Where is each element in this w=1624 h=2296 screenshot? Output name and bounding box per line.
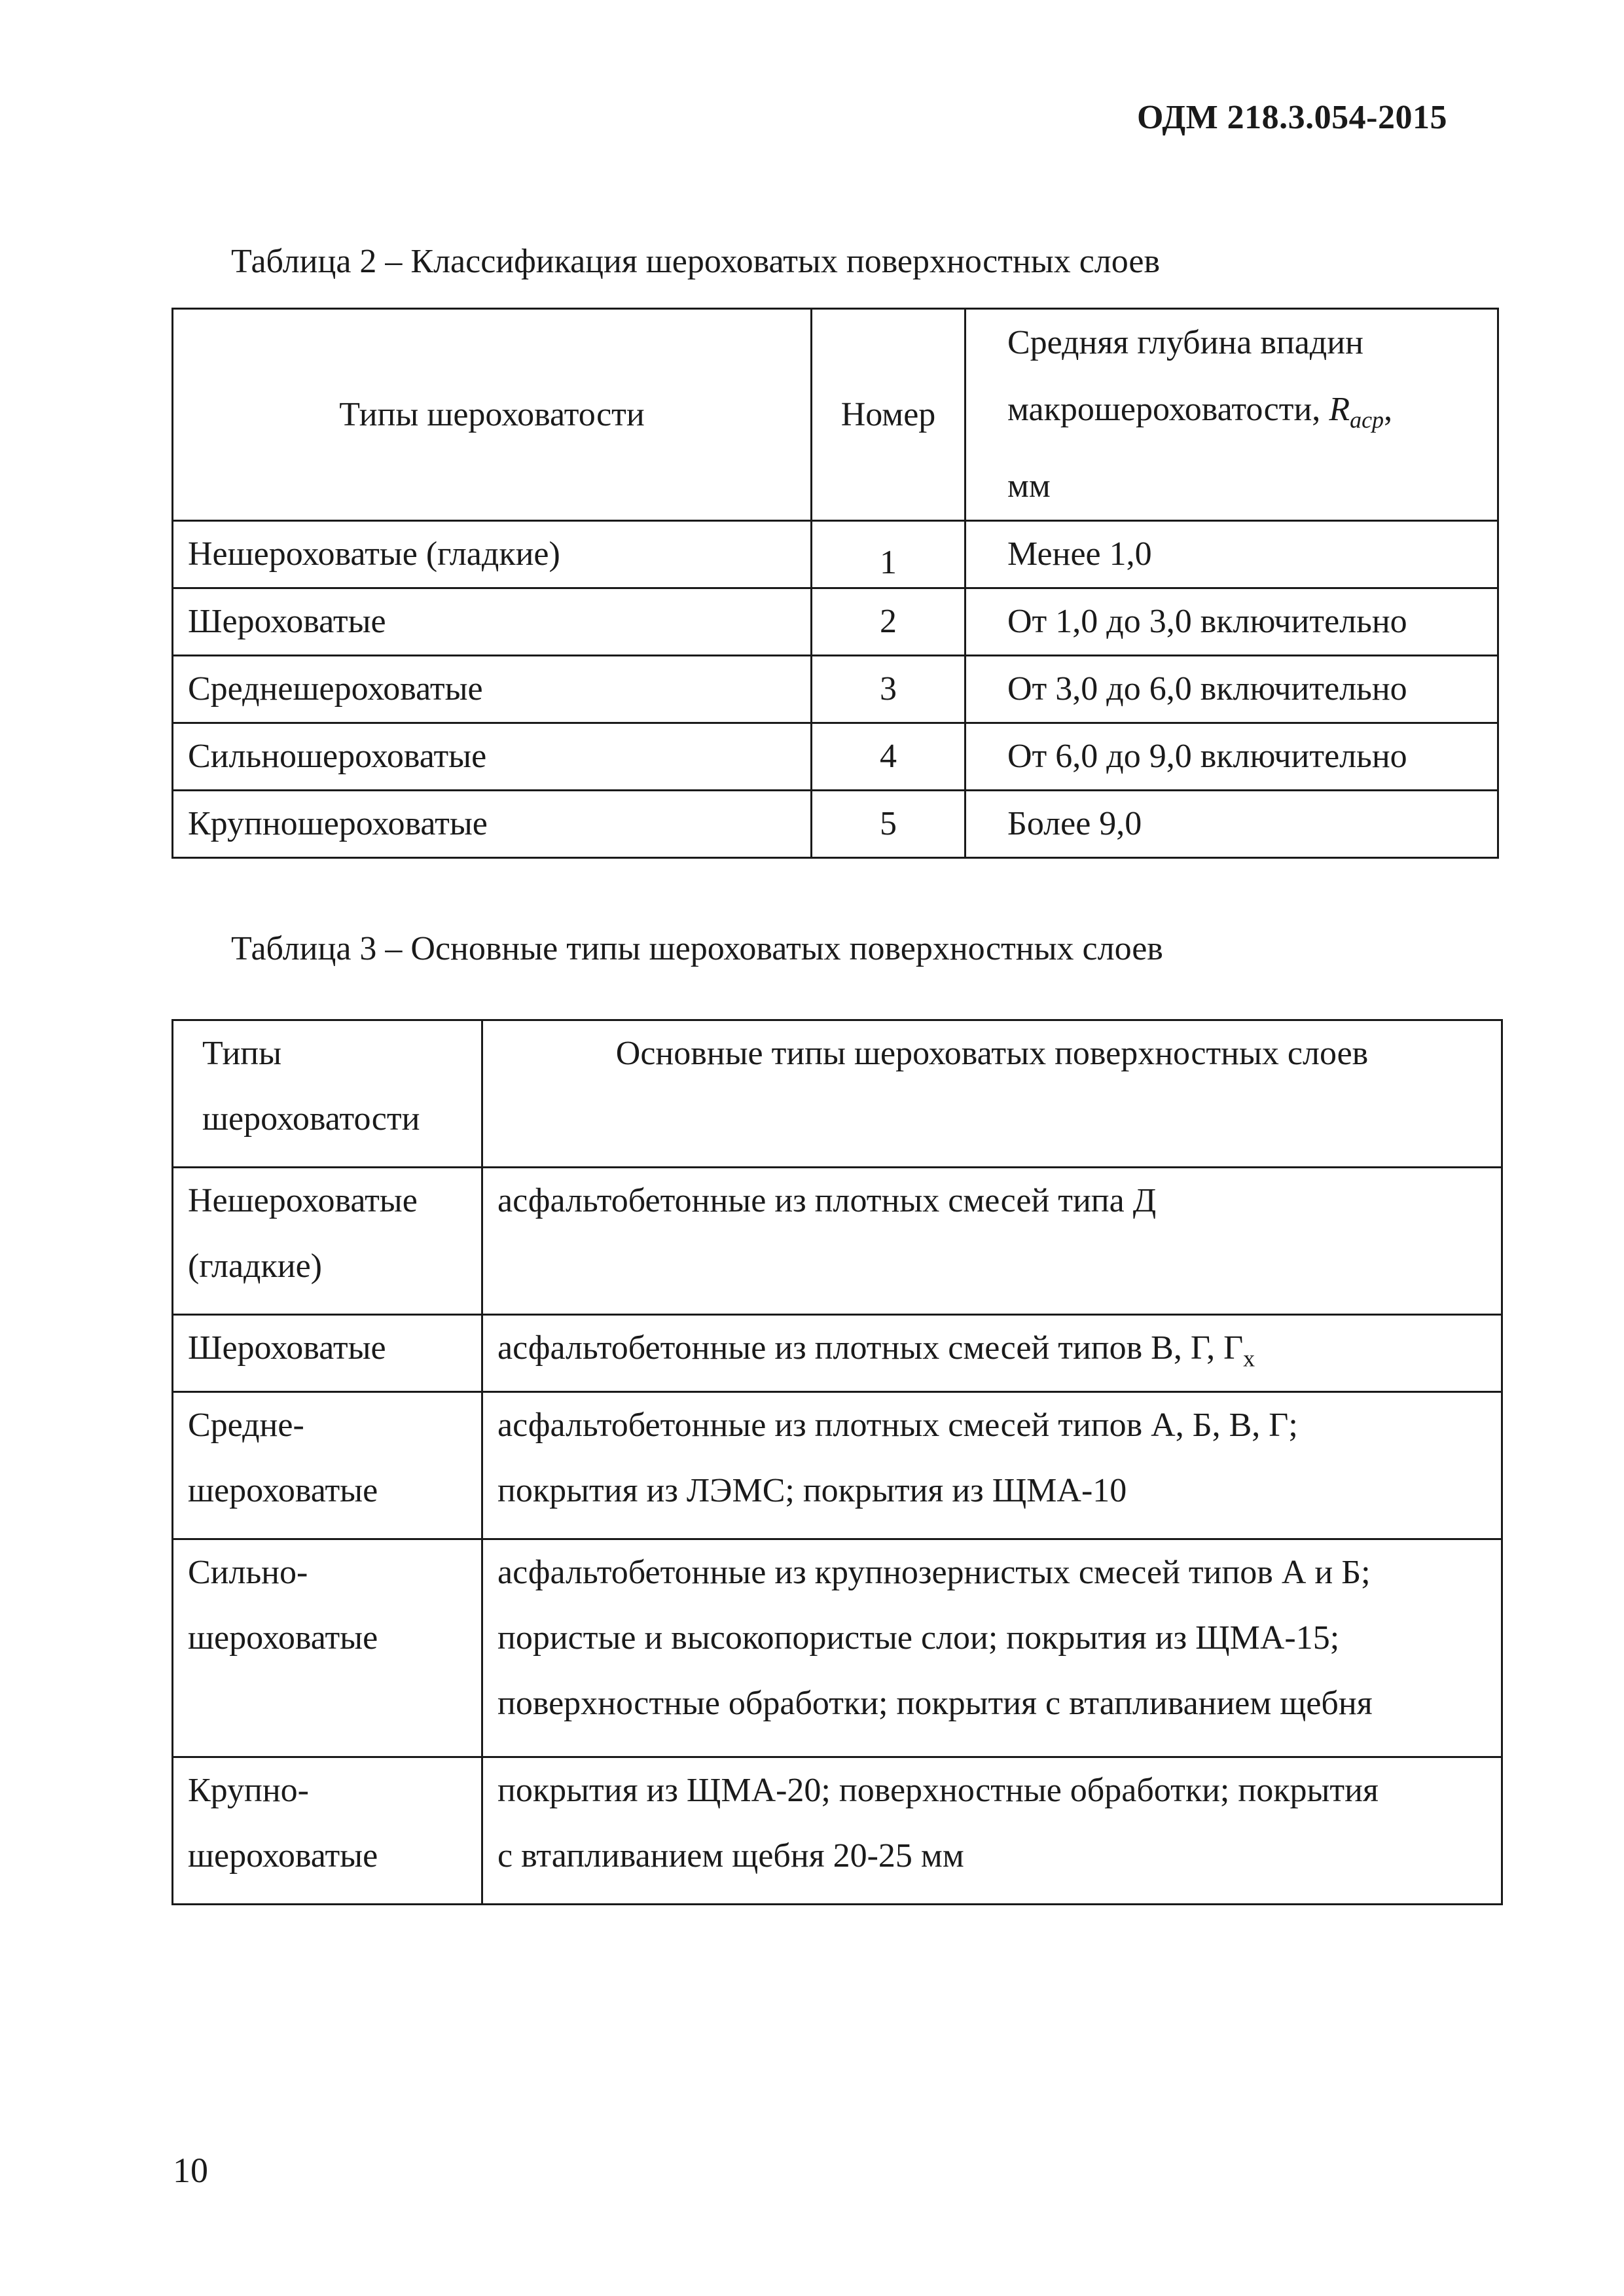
row-type-line: Шероховатые xyxy=(188,1329,386,1367)
header-type-line1: Типы xyxy=(202,1035,282,1072)
header-type-line2: шероховатости xyxy=(202,1100,420,1138)
table-row xyxy=(173,791,1498,858)
header-surface-layers: Основные типы шероховатых поверхностных слоев xyxy=(482,1020,1502,1168)
row-depth: От 1,0 до 3,0 включительно xyxy=(965,588,1498,656)
row-type: Среднешероховатые xyxy=(173,656,812,723)
row-number: 2 xyxy=(812,588,965,656)
row-type-line: шероховатые xyxy=(188,1619,378,1657)
header-depth-suffix: , xyxy=(1384,391,1393,428)
header-roughness-type: Типы шероховатости xyxy=(173,309,812,521)
table-row xyxy=(173,1315,1502,1392)
row-type xyxy=(173,1539,482,1757)
table-row xyxy=(173,588,1498,656)
row-depth: От 6,0 до 9,0 включительно xyxy=(965,723,1498,791)
depth-symbol xyxy=(1329,391,1384,433)
table-row xyxy=(173,1392,1502,1539)
row-number: 1 xyxy=(812,521,965,588)
table-row xyxy=(173,1757,1502,1905)
table-header-row xyxy=(173,309,1498,521)
row-type-line: Нешероховатые xyxy=(188,1182,418,1219)
depth-symbol-letter: R xyxy=(1329,391,1350,428)
row-type-line: Сильно- xyxy=(188,1554,308,1592)
row-type-line: шероховатые xyxy=(188,1472,378,1510)
row-layers-line: асфальтобетонные из плотных смесей типа Д xyxy=(497,1182,1157,1219)
row-type-line: шероховатые xyxy=(188,1837,378,1875)
row-type xyxy=(173,1315,482,1392)
roughness-classification-table xyxy=(171,308,1499,859)
row-depth: От 3,0 до 6,0 включительно xyxy=(965,656,1498,723)
row-layers xyxy=(482,1539,1502,1757)
row-layers-line xyxy=(497,1316,1487,1391)
row-layers-line: с втапливанием щебня 20-25 мм xyxy=(497,1837,964,1875)
row-layers-line: поверхностные обработки; покрытия с втапливанием щебня xyxy=(497,1685,1373,1723)
row-layers-subscript: х xyxy=(1243,1345,1255,1372)
row-type-line: (гладкие) xyxy=(188,1247,322,1285)
header-mean-depth xyxy=(965,309,1498,521)
row-type: Сильношероховатые xyxy=(173,723,812,791)
row-type xyxy=(173,1392,482,1539)
row-layers xyxy=(482,1168,1502,1315)
row-layers-line: покрытия из ЩМА-20; поверхностные обработки; покрытия xyxy=(497,1772,1379,1810)
row-number: 3 xyxy=(812,656,965,723)
row-layers-line: покрытия из ЛЭМС; покрытия из ЩМА-10 xyxy=(497,1472,1127,1510)
row-layers-line: асфальтобетонные из плотных смесей типов А, Б, В, Г; xyxy=(497,1407,1298,1444)
table-row xyxy=(173,1539,1502,1757)
header-depth-unit: мм xyxy=(1007,467,1051,505)
row-type: Шероховатые xyxy=(173,588,812,656)
header-depth-line2 xyxy=(1007,376,1483,453)
row-type-line: Средне- xyxy=(188,1407,304,1444)
row-depth: Более 9,0 xyxy=(965,791,1498,858)
row-layers-line: пористые и высокопористые слои; покрытия из ЩМА-15; xyxy=(497,1619,1340,1657)
table-row xyxy=(173,1168,1502,1315)
table-header-row xyxy=(173,1020,1502,1168)
row-layers xyxy=(482,1757,1502,1905)
table3-caption: Таблица 3 – Основные типы шероховатых поверхностных слоев xyxy=(231,930,1163,967)
row-number: 5 xyxy=(812,791,965,858)
row-type: Нешероховатые (гладкие) xyxy=(173,521,812,588)
surface-layer-types-table xyxy=(171,1019,1503,1905)
page-number: 10 xyxy=(173,2151,208,2190)
row-layers-line: асфальтобетонные из крупнозернистых смесей типов А и Б; xyxy=(497,1554,1371,1592)
row-type xyxy=(173,1168,482,1315)
row-number: 4 xyxy=(812,723,965,791)
row-type xyxy=(173,1757,482,1905)
table-row xyxy=(173,723,1498,791)
header-depth-line1: Средняя глубина впадин xyxy=(1007,324,1363,361)
row-layers xyxy=(482,1315,1502,1392)
row-type-line: Крупно- xyxy=(188,1772,309,1810)
row-layers-text: асфальтобетонные из плотных смесей типов В, Г, Г xyxy=(497,1329,1244,1367)
row-depth: Менее 1,0 xyxy=(965,521,1498,588)
row-type: Крупношероховатые xyxy=(173,791,812,858)
header-depth-prefix: макрошероховатости, xyxy=(1007,391,1329,428)
table-row xyxy=(173,521,1498,588)
row-layers xyxy=(482,1392,1502,1539)
table-row xyxy=(173,656,1498,723)
depth-symbol-subscript: acp xyxy=(1350,406,1384,433)
document-code: ОДМ 218.3.054-2015 xyxy=(1136,99,1447,136)
header-roughness-type xyxy=(173,1020,482,1168)
header-number: Номер xyxy=(812,309,965,521)
table2-caption: Таблица 2 – Классификация шероховатых поверхностных слоев xyxy=(231,243,1161,280)
